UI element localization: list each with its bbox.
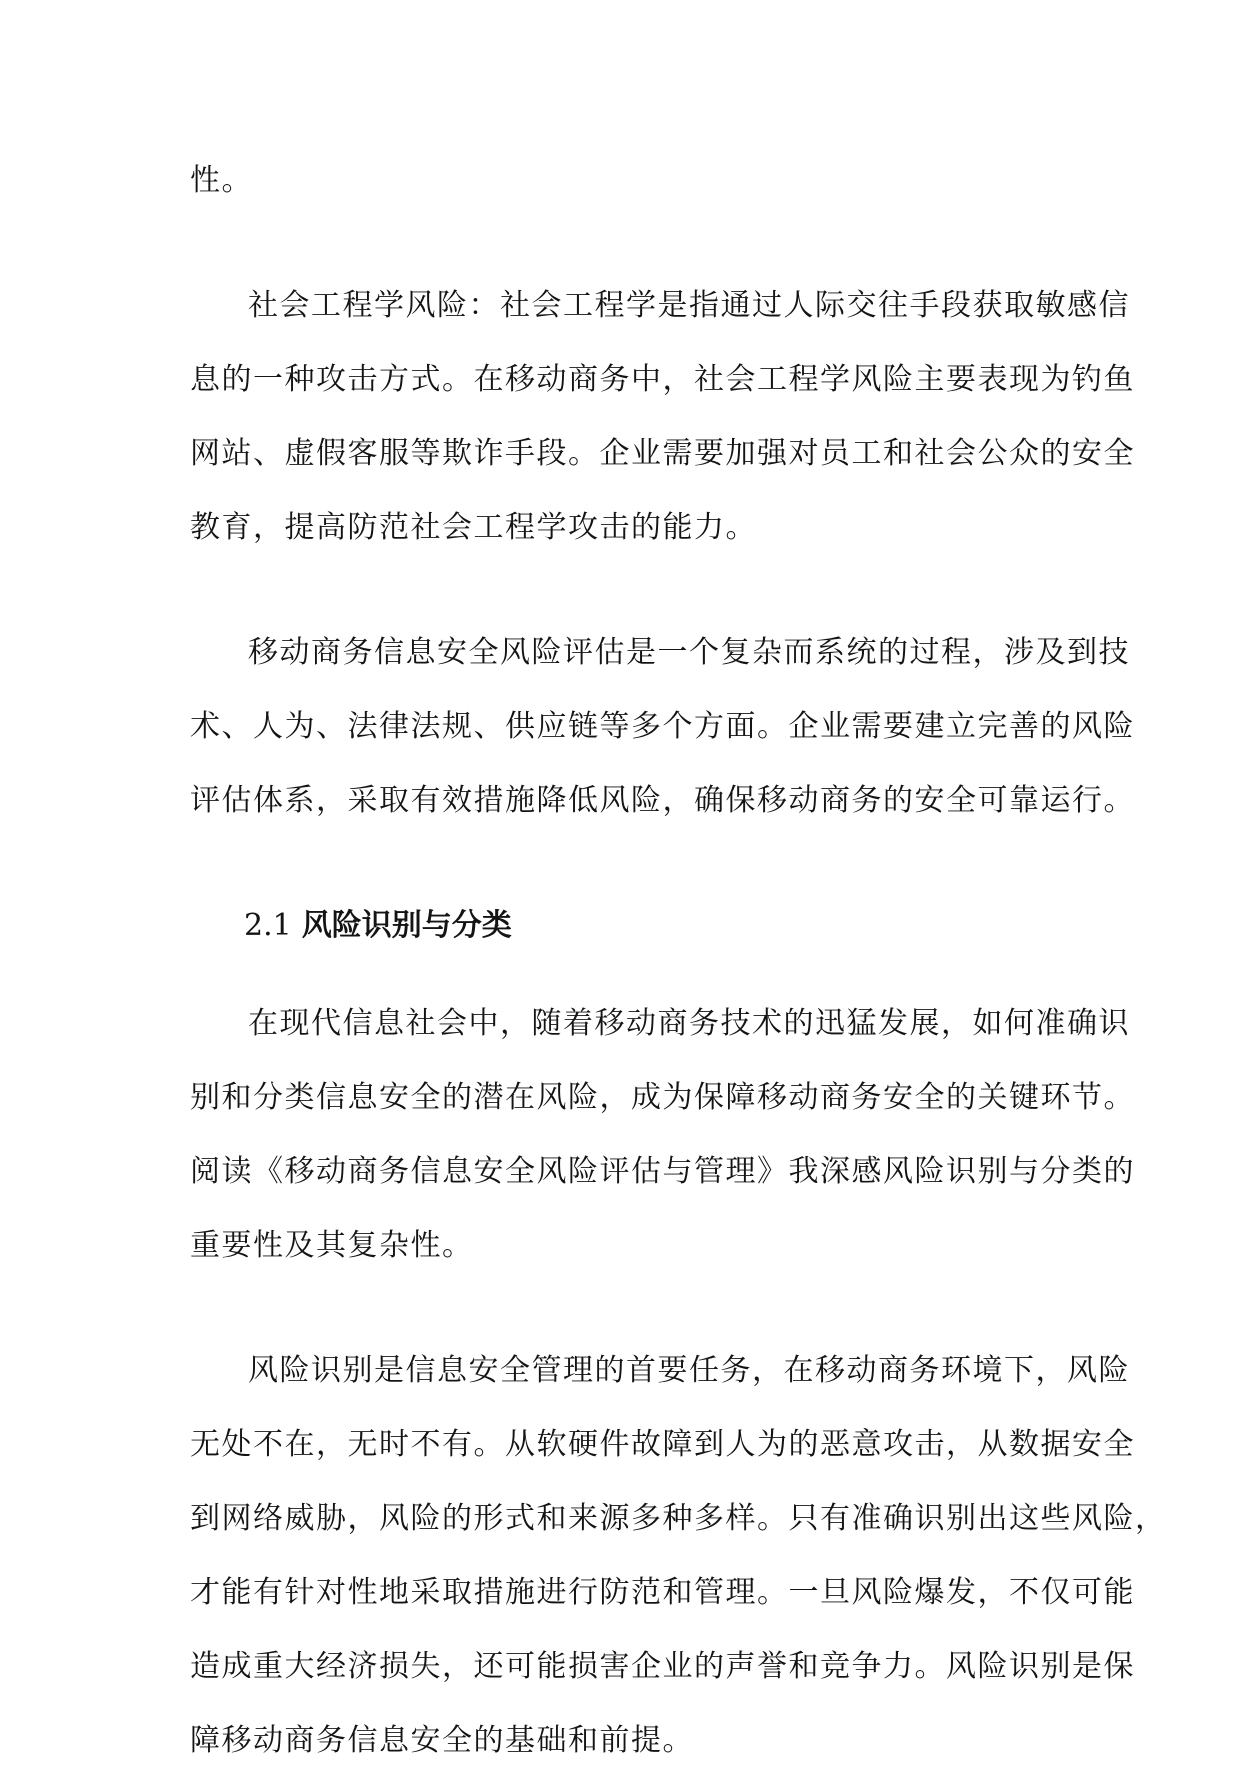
text-line: 社会工程学风险：社会工程学是指通过人际交往手段获取敏感信 bbox=[248, 288, 1130, 323]
text-line: 别和分类信息安全的潜在风险，成为保障移动商务安全的关键环节。 bbox=[190, 1080, 1135, 1115]
text-line: 风险识别是信息安全管理的首要任务，在移动商务环境下，风险 bbox=[248, 1353, 1130, 1388]
text-line: 障移动商务信息安全的基础和前提。 bbox=[190, 1723, 694, 1758]
text-line: 重要性及其复杂性。 bbox=[190, 1228, 474, 1263]
text-line: 教育，提高防范社会工程学攻击的能力。 bbox=[190, 510, 757, 545]
text-line: 术、人为、法律法规、供应链等多个方面。企业需要建立完善的风险 bbox=[190, 709, 1135, 744]
text-line: 评估体系，采取有效措施降低风险，确保移动商务的安全可靠运行。 bbox=[190, 783, 1135, 818]
paragraph-risk-assessment-summary bbox=[190, 616, 1135, 838]
text-line: 无处不在，无时不有。从软硬件故障到人为的恶意攻击，从数据安全 bbox=[190, 1427, 1135, 1462]
document-body bbox=[190, 144, 1167, 1778]
text-line: 网站、虚假客服等欺诈手段。企业需要加强对员工和社会公众的安全 bbox=[190, 436, 1135, 471]
text-line: 性。 bbox=[190, 163, 253, 198]
paragraph-continuation bbox=[190, 144, 1058, 218]
text-line: 到网络威胁，风险的形式和来源多种多样。只有准确识别出这些风险， bbox=[190, 1501, 1167, 1536]
section-title: 风险识别与分类 bbox=[301, 908, 512, 943]
text-line: 造成重大经济损失，还可能损害企业的声誉和竞争力。风险识别是保 bbox=[190, 1649, 1135, 1684]
text-line: 阅读《移动商务信息安全风险评估与管理》我深感风险识别与分类的 bbox=[190, 1154, 1135, 1189]
section-number: 2.1 bbox=[244, 908, 292, 943]
text-line: 移动商务信息安全风险评估是一个复杂而系统的过程，涉及到技 bbox=[248, 635, 1130, 670]
text-line: 息的一种攻击方式。在移动商务中，社会工程学风险主要表现为钓鱼 bbox=[190, 362, 1135, 397]
paragraph-risk-identification-importance bbox=[190, 1334, 1167, 1778]
paragraph-social-engineering-risk bbox=[190, 269, 1135, 565]
paragraph-risk-identification-intro bbox=[190, 987, 1135, 1283]
section-heading bbox=[190, 889, 1058, 963]
text-line: 在现代信息社会中，随着移动商务技术的迅猛发展，如何准确识 bbox=[248, 1006, 1130, 1041]
text-line: 才能有针对性地采取措施进行防范和管理。一旦风险爆发，不仅可能 bbox=[190, 1575, 1135, 1610]
